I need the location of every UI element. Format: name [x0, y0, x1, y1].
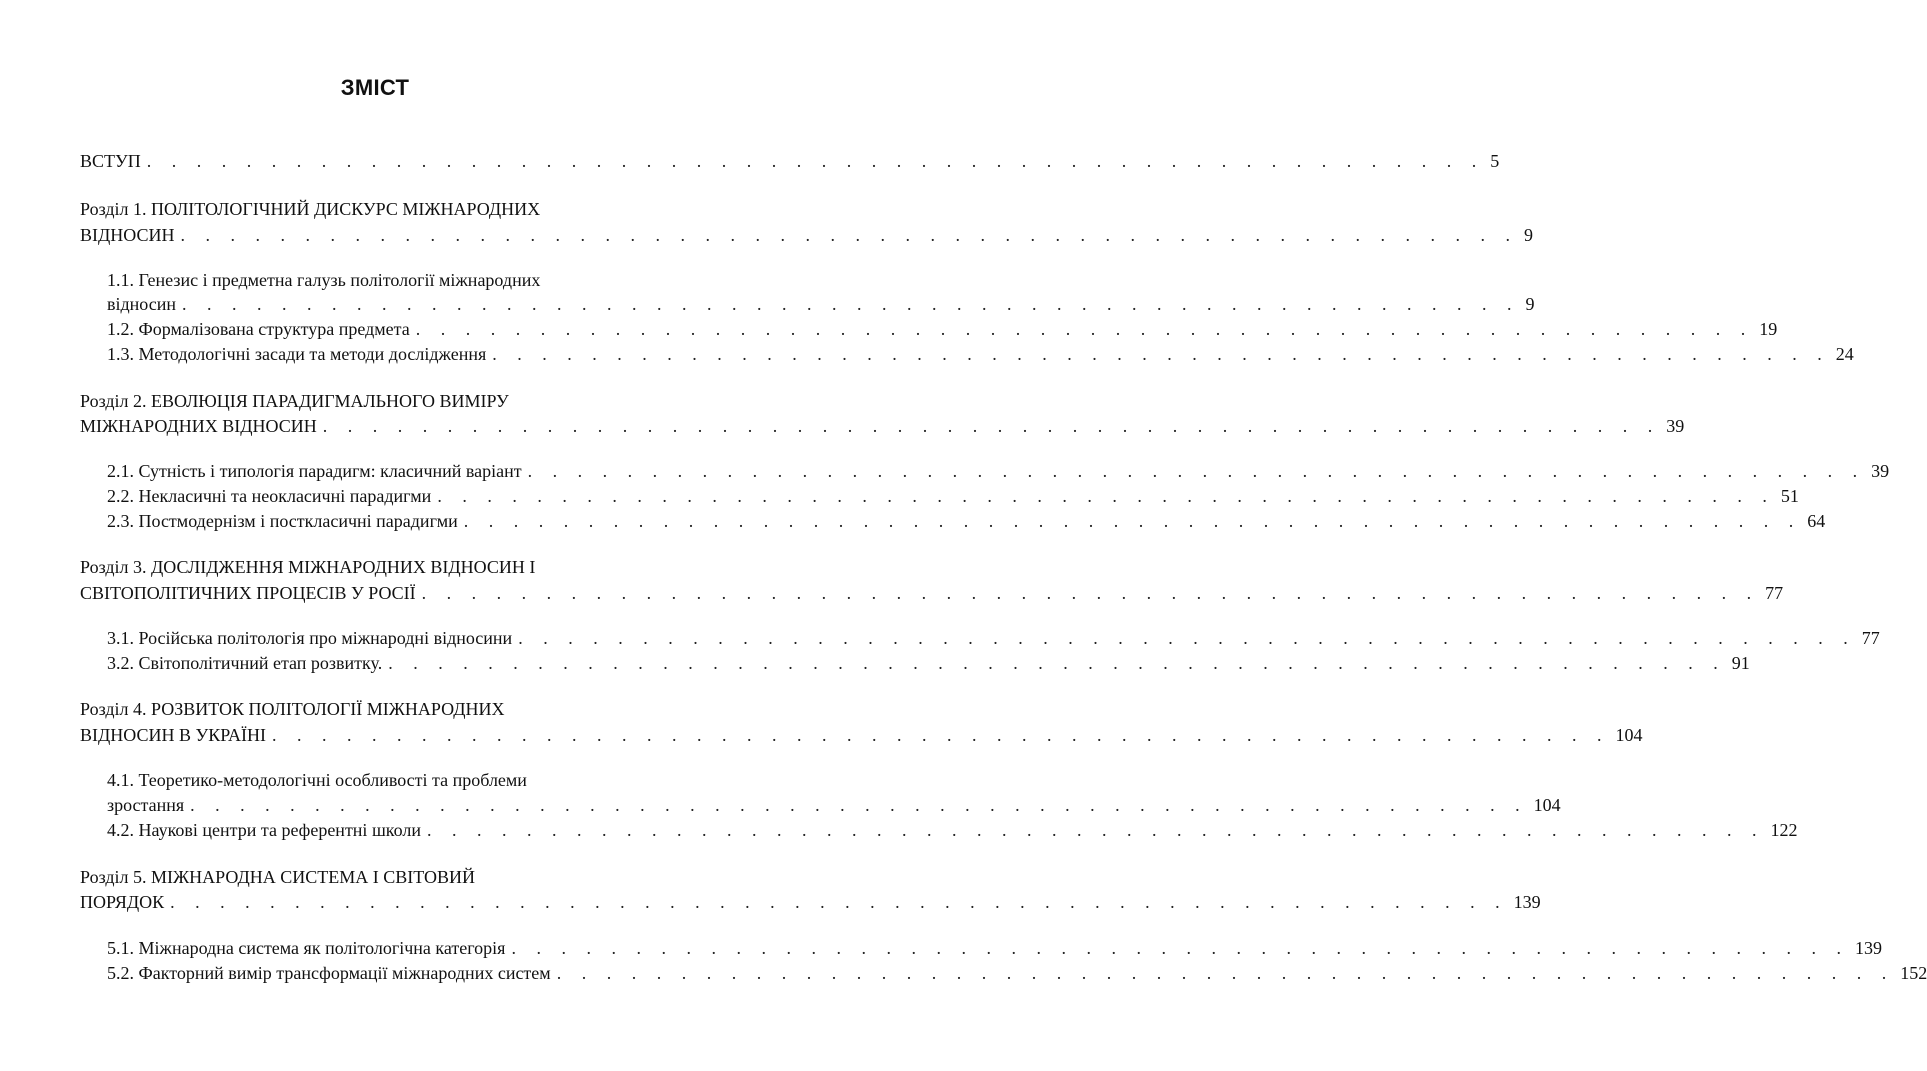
- toc-entry-section-5-2[interactable]: [107, 960, 1927, 986]
- dot-leader: . . . . . . . . . . . . . . . . . . . . . . . . . . . . . . . . . . . . . . . . . . . . . . . . . . . . . .: [427, 820, 1765, 840]
- toc-entry-label: 5.2. Факторний вимір трансформації міжнародних систем: [107, 963, 551, 983]
- toc-page-number: 51: [1780, 486, 1799, 506]
- toc-entry-label: 2.2. Некласичні та неокласичні парадигми: [107, 486, 432, 506]
- toc-page-number: 104: [1533, 795, 1561, 815]
- toc-entry-label: 2.1. Сутність і типологія парадигм: класичний варіант: [107, 461, 522, 481]
- toc-page-number: 39: [1666, 416, 1685, 436]
- section-1-1-title-line1[interactable]: 1.1. Генезис і предметна галузь політології міжнародних: [107, 270, 541, 290]
- toc-page-number: 5: [1490, 151, 1500, 171]
- toc-entry-section-1-3[interactable]: [107, 341, 1854, 367]
- dot-leader: . . . . . . . . . . . . . . . . . . . . . . . . . . . . . . . . . . . . . . . . . . . . . . . . . . . . . .: [518, 628, 1856, 648]
- dot-leader: . . . . . . . . . . . . . . . . . . . . . . . . . . . . . . . . . . . . . . . . . . . . . . . . . . . . . .: [146, 151, 1485, 171]
- toc-entry-label: ПОРЯДОК: [80, 892, 165, 912]
- dot-leader: . . . . . . . . . . . . . . . . . . . . . . . . . . . . . . . . . . . . . . . . . . . . . . . . . . . . . .: [190, 795, 1528, 815]
- toc-page-number: 139: [1854, 938, 1882, 958]
- toc-page-number: 9: [1525, 294, 1535, 314]
- toc-page-number: 91: [1731, 653, 1750, 673]
- toc-entry-label: зростання: [107, 795, 185, 815]
- toc-page-number: 64: [1807, 511, 1826, 531]
- toc-entry-label: 1.3. Методологічні засади та методи дослідження: [107, 344, 487, 364]
- chapter-5-title-line1[interactable]: Розділ 5. МІЖНАРОДНА СИСТЕМА І СВІТОВИЙ: [80, 867, 475, 887]
- toc-entry-label: відносин: [107, 294, 176, 314]
- toc-entry-label: ВСТУП: [80, 151, 141, 171]
- dot-leader: . . . . . . . . . . . . . . . . . . . . . . . . . . . . . . . . . . . . . . . . . . . . . . . . . . . . . .: [492, 344, 1830, 364]
- toc-entry-label: 3.1. Російська політологія про міжнародні відносини: [107, 628, 513, 648]
- toc-entry-label: СВІТОПОЛІТИЧНИХ ПРОЦЕСІВ У РОСІЇ: [80, 583, 416, 603]
- dot-leader: . . . . . . . . . . . . . . . . . . . . . . . . . . . . . . . . . . . . . . . . . . . . . . . . . . . . . .: [170, 892, 1508, 912]
- toc-entry-label: ВІДНОСИН: [80, 225, 175, 245]
- toc-entry-chapter-1[interactable]: [80, 222, 1533, 248]
- dot-leader: . . . . . . . . . . . . . . . . . . . . . . . . . . . . . . . . . . . . . . . . . . . . . . . . . . . . . .: [271, 725, 1610, 745]
- dot-leader: . . . . . . . . . . . . . . . . . . . . . . . . . . . . . . . . . . . . . . . . . . . . . . . . . . . . . .: [421, 583, 1760, 603]
- chapter-2-title-line1[interactable]: Розділ 2. ЕВОЛЮЦІЯ ПАРАДИГМАЛЬНОГО ВИМІРУ: [80, 391, 509, 411]
- chapter-1-title-line1[interactable]: Розділ 1. ПОЛІТОЛОГІЧНИЙ ДИСКУРС МІЖНАРОДНИХ: [80, 199, 541, 219]
- toc-entry-chapter-5[interactable]: [80, 889, 1541, 915]
- toc-entry-section-5-1[interactable]: [107, 935, 1882, 961]
- dot-leader: . . . . . . . . . . . . . . . . . . . . . . . . . . . . . . . . . . . . . . . . . . . . . . . . . . . . . .: [182, 294, 1520, 314]
- toc-entry-chapter-2[interactable]: [80, 413, 1685, 439]
- toc-entry-label: 2.3. Постмодернізм і посткласичні парадигми: [107, 511, 458, 531]
- toc-entry-label: МІЖНАРОДНИХ ВІДНОСИН: [80, 416, 317, 436]
- toc-entry-section-2-1[interactable]: [107, 458, 1890, 484]
- chapter-3-title-line1[interactable]: Розділ 3. ДОСЛІДЖЕННЯ МІЖНАРОДНИХ ВІДНОСИН І: [80, 557, 536, 577]
- toc-page-number: 9: [1524, 225, 1533, 245]
- toc-page-number: 39: [1871, 461, 1890, 481]
- dot-leader: . . . . . . . . . . . . . . . . . . . . . . . . . . . . . . . . . . . . . . . . . . . . . . . . . . . . . .: [511, 938, 1849, 958]
- chapter-4-title-line1[interactable]: Розділ 4. РОЗВИТОК ПОЛІТОЛОГІЇ МІЖНАРОДНИХ: [80, 699, 505, 719]
- dot-leader: . . . . . . . . . . . . . . . . . . . . . . . . . . . . . . . . . . . . . . . . . . . . . . . . . . . . . .: [180, 225, 1518, 245]
- dot-leader: . . . . . . . . . . . . . . . . . . . . . . . . . . . . . . . . . . . . . . . . . . . . . . . . . . . . . .: [463, 511, 1802, 531]
- toc-entry-section-1-1[interactable]: [107, 291, 1535, 317]
- dot-leader: . . . . . . . . . . . . . . . . . . . . . . . . . . . . . . . . . . . . . . . . . . . . . . . . . . . . . .: [556, 963, 1895, 983]
- dot-leader: . . . . . . . . . . . . . . . . . . . . . . . . . . . . . . . . . . . . . . . . . . . . . . . . . . . . . .: [437, 486, 1775, 506]
- toc-entry-chapter-3[interactable]: [80, 580, 1784, 606]
- toc-entry-chapter-4[interactable]: [80, 722, 1643, 748]
- toc-entry-section-2-2[interactable]: [107, 483, 1799, 509]
- toc-entry-section-2-3[interactable]: [107, 508, 1826, 534]
- toc-page-number: 19: [1759, 319, 1778, 339]
- dot-leader: . . . . . . . . . . . . . . . . . . . . . . . . . . . . . . . . . . . . . . . . . . . . . . . . . . . . . .: [415, 319, 1754, 339]
- toc-entry-label: 1.2. Формалізована структура предмета: [107, 319, 410, 339]
- toc-page-number: 152: [1900, 963, 1927, 983]
- dot-leader: . . . . . . . . . . . . . . . . . . . . . . . . . . . . . . . . . . . . . . . . . . . . . . . . . . . . . .: [322, 416, 1661, 436]
- page-title: ЗМІСТ: [340, 75, 410, 100]
- toc-entry-section-1-2[interactable]: [107, 316, 1778, 342]
- toc-entry-section-3-2[interactable]: [107, 650, 1750, 676]
- dot-leader: . . . . . . . . . . . . . . . . . . . . . . . . . . . . . . . . . . . . . . . . . . . . . . . . . . . . . .: [527, 461, 1866, 481]
- toc-entry-label: 4.2. Наукові центри та референтні школи: [107, 820, 422, 840]
- toc-entry-label: ВІДНОСИН В УКРАЇНІ: [80, 725, 266, 745]
- toc-entry-section-4-2[interactable]: [107, 817, 1798, 843]
- section-4-1-title-line1[interactable]: 4.1. Теоретико-методологічні особливості та проблеми: [107, 770, 527, 790]
- dot-leader: . . . . . . . . . . . . . . . . . . . . . . . . . . . . . . . . . . . . . . . . . . . . . . . . . . . . . .: [388, 653, 1726, 673]
- toc-entry-section-3-1[interactable]: [107, 625, 1880, 651]
- toc-page-number: 139: [1513, 892, 1541, 912]
- toc-page-number: 24: [1835, 344, 1854, 364]
- toc-entry-intro[interactable]: [80, 148, 1500, 174]
- toc-page-number: 77: [1765, 583, 1784, 603]
- toc-page-number: 104: [1615, 725, 1643, 745]
- toc-entry-label: 5.1. Міжнародна система як політологічна категорія: [107, 938, 506, 958]
- toc-page-number: 77: [1861, 628, 1880, 648]
- toc-entry-label: 3.2. Світополітичний етап розвитку.: [107, 653, 383, 673]
- toc-entry-section-4-1[interactable]: [107, 792, 1561, 818]
- toc-page-number: 122: [1770, 820, 1798, 840]
